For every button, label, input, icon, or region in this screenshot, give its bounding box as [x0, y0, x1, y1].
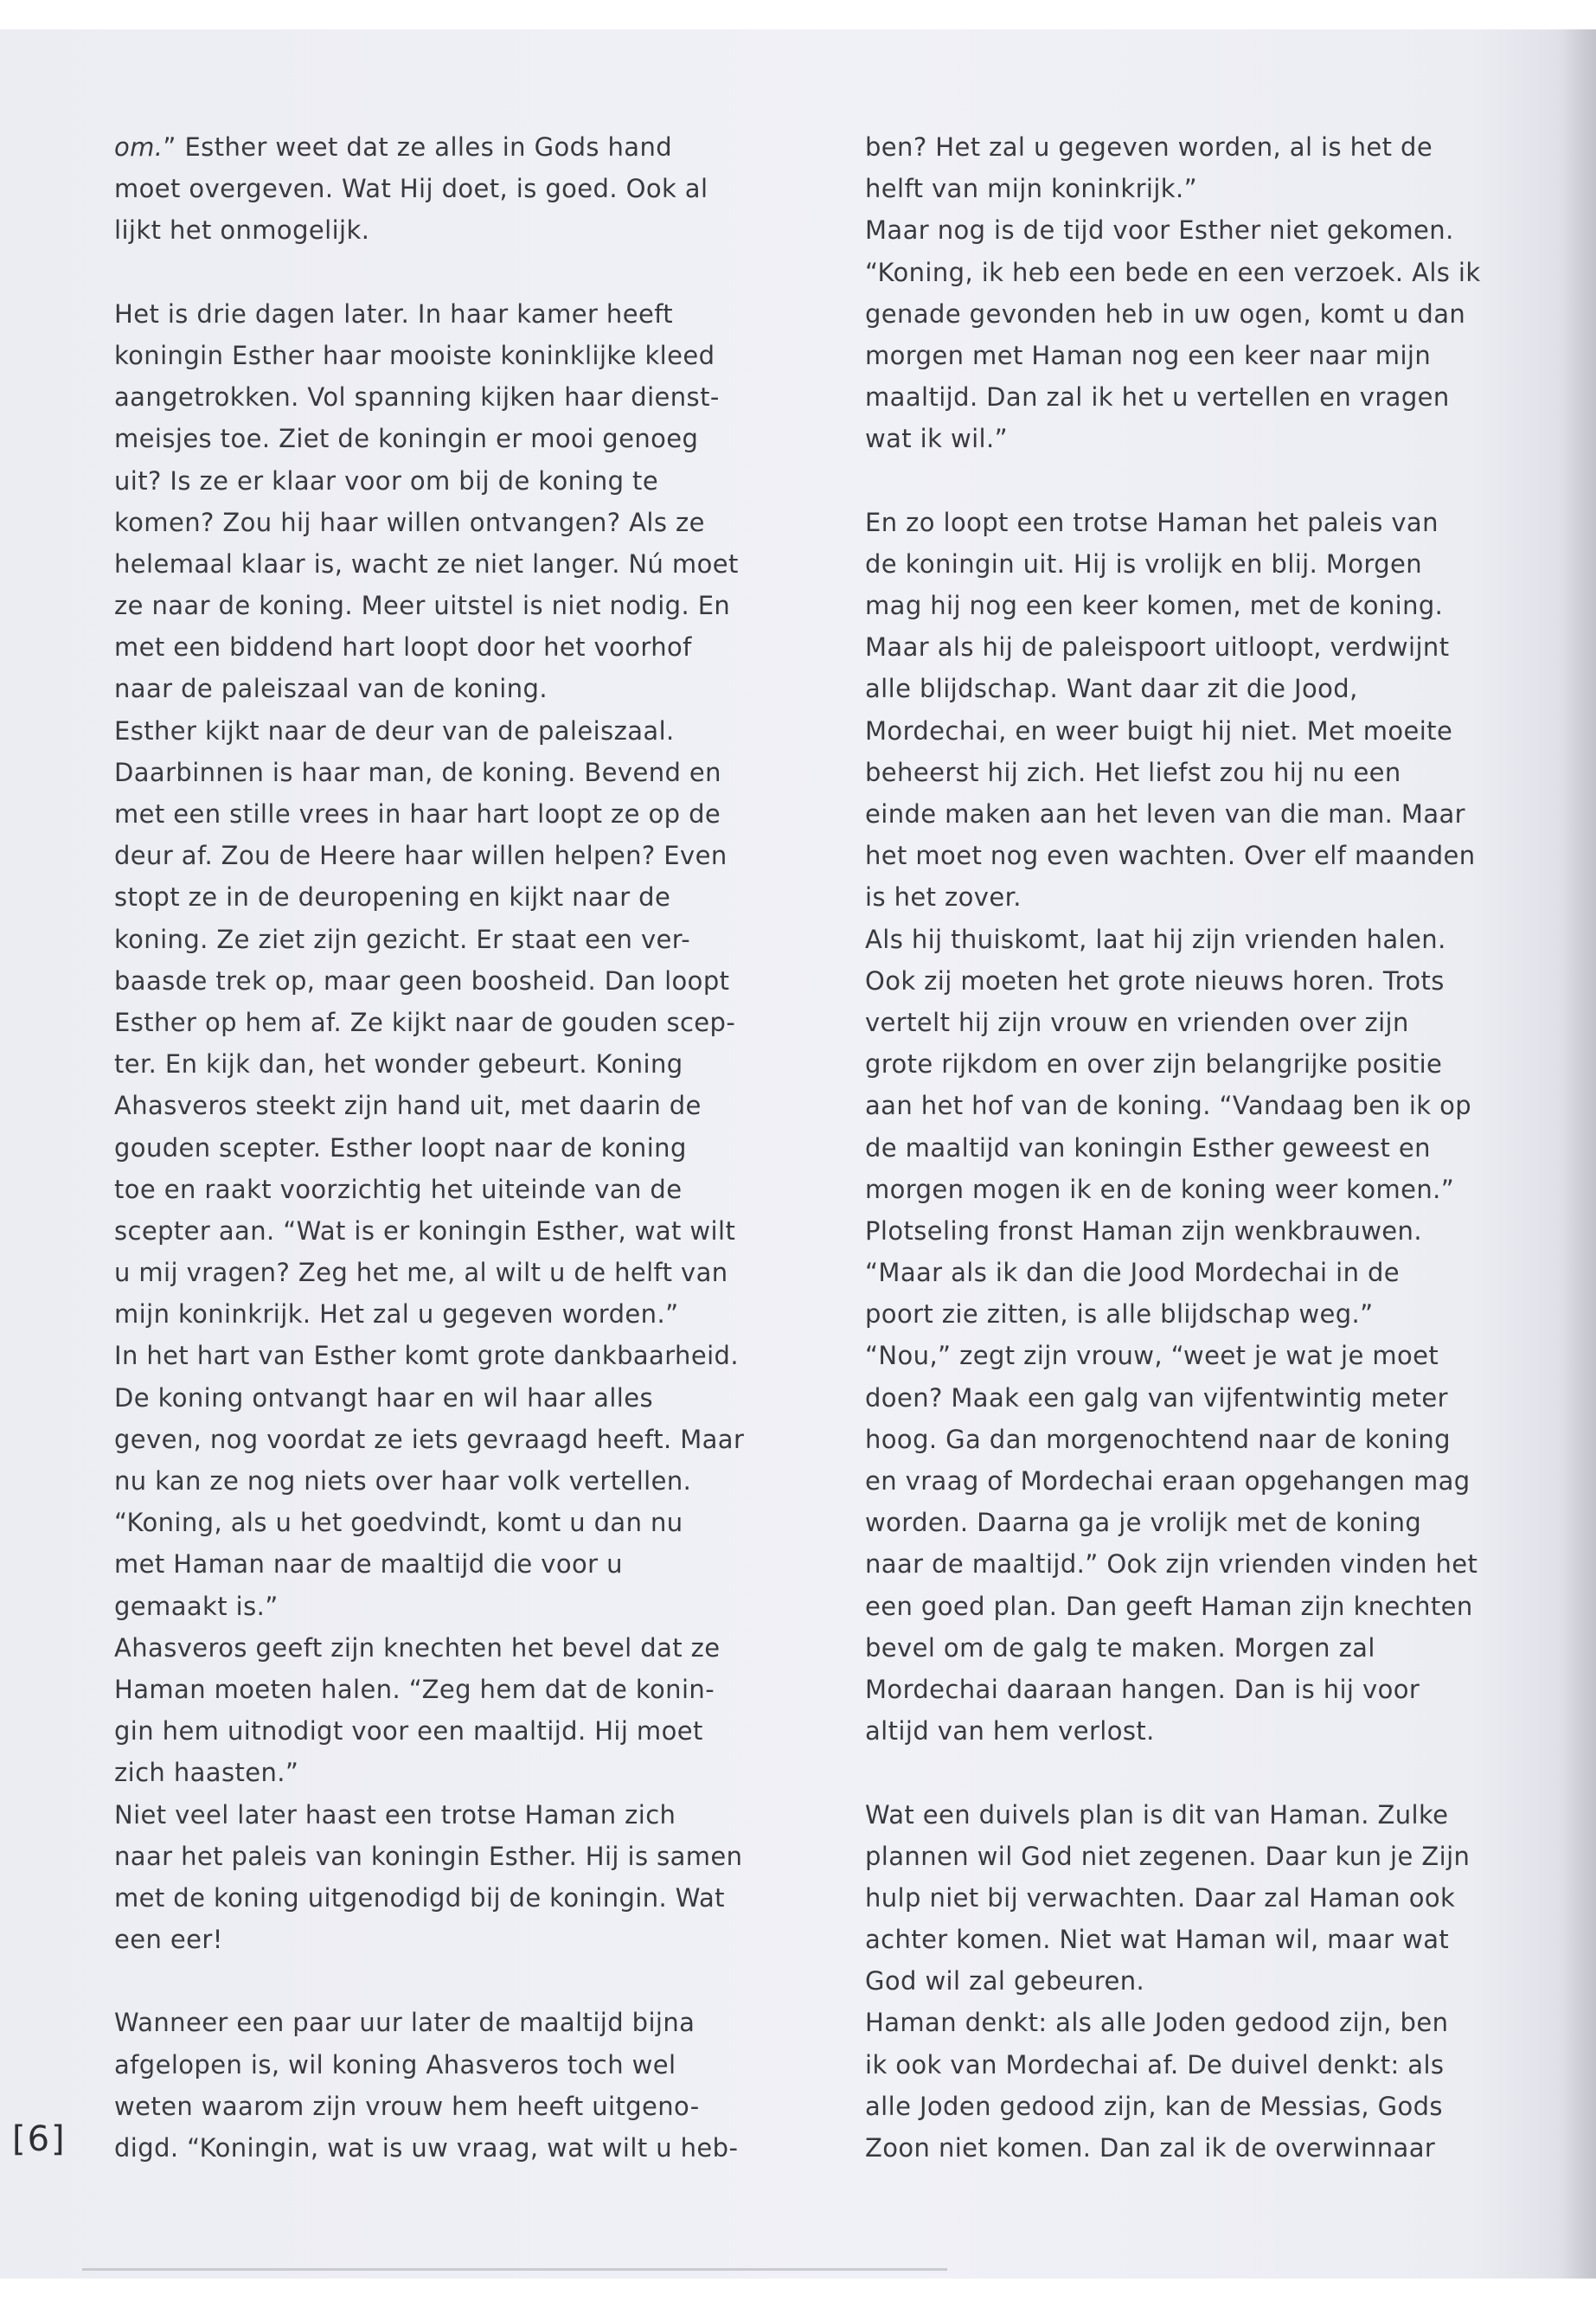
text-line: genade gevonden heb in uw ogen, komt u dan — [865, 298, 1466, 329]
text-line: Niet veel later haast een trotse Haman zich — [114, 1799, 676, 1830]
text-line: hoog. Ga dan morgenochtend naar de koning — [865, 1424, 1451, 1454]
text-line: het moet nog even wachten. Over elf maanden — [865, 841, 1476, 871]
text-line: Wanneer een paar uur later de maaltijd bijna — [114, 2008, 695, 2038]
text-line: en vraag of Mordechai eraan opgehangen mag — [865, 1466, 1471, 1496]
text-line: mijn koninkrijk. Het zal u gegeven worden.” — [114, 1299, 679, 1330]
text-line: koningin Esther haar mooiste koninklijke kleed — [114, 340, 715, 370]
text-line: Ook zij moeten het grote nieuws horen. Trots — [865, 965, 1445, 996]
text-line: helemaal klaar is, wacht ze niet langer. Nú moet — [114, 548, 739, 579]
text-line — [114, 252, 754, 293]
text-line: naar de paleiszaal van de koning. — [114, 674, 548, 704]
text-line: grote rijkdom en over zijn belangrijke positie — [865, 1049, 1443, 1080]
text-line: met een biddend hart loopt door het voorhof — [114, 632, 692, 663]
text-line: digd. “Koningin, wat is uw vraag, wat wilt u heb- — [114, 2133, 739, 2163]
text-line: gouden scepter. Esther loopt naar de koning — [114, 1132, 687, 1163]
text-line: meisjes toe. Ziet de koningin er mooi genoeg — [114, 424, 699, 454]
text-line: Ahasveros steekt zijn hand uit, met daarin de — [114, 1091, 702, 1121]
text-line: “Koning, ik heb een bede en een verzoek. Als ik — [865, 257, 1481, 287]
text-line: om.” Esther weet dat ze alles in Gods hand — [114, 132, 673, 162]
page-number: [6] — [12, 2119, 67, 2159]
text-line: Haman moeten halen. “Zeg hem dat de konin- — [114, 1674, 715, 1704]
text-line: doen? Maak een galg van vijfentwintig meter — [865, 1382, 1448, 1413]
text-line: afgelopen is, wil koning Ahasveros toch wel — [114, 2049, 676, 2080]
text-line: nu kan ze nog niets over haar volk vertellen. — [114, 1466, 692, 1496]
text-line: altijd van hem verlost. — [865, 1716, 1155, 1747]
text-line: naar de maaltijd.” Ook zijn vrienden vinden het — [865, 1549, 1478, 1580]
text-line: Esther op hem af. Ze kijkt naar de gouden scep- — [114, 1007, 736, 1037]
text-line: Esther kijkt naar de deur van de paleiszaal. — [114, 715, 675, 746]
text-line — [114, 1960, 754, 2002]
text-line: Zoon niet komen. Dan zal ik de overwinnaar — [865, 2133, 1436, 2163]
text-line: scepter aan. “Wat is er koningin Esther, wat wilt — [114, 1215, 736, 1246]
text-line: En zo loopt een trotse Haman het paleis van — [865, 507, 1439, 537]
text-line: De koning ontvangt haar en wil haar alles — [114, 1382, 653, 1413]
text-line: Plotseling fronst Haman zijn wenkbrauwen. — [865, 1215, 1422, 1246]
text-line: einde maken aan het leven van die man. Maar — [865, 799, 1465, 829]
text-line: ze naar de koning. Meer uitstel is niet nodig. En — [114, 591, 731, 621]
text-line: baasde trek op, maar geen boosheid. Dan loopt — [114, 965, 730, 996]
text-line: beheerst hij zich. Het liefst zou hij nu een — [865, 757, 1401, 787]
text-line: morgen mogen ik en de koning weer komen.” — [865, 1174, 1455, 1204]
text-line: aan het hof van de koning. “Vandaag ben ik op — [865, 1091, 1472, 1121]
text-line: morgen met Haman nog een keer naar mijn — [865, 340, 1432, 370]
text-line — [865, 1752, 1522, 1793]
text-line: de koningin uit. Hij is vrolijk en blij. Morgen — [865, 548, 1423, 579]
text-line: hulp niet bij verwachten. Daar zal Haman ook — [865, 1882, 1456, 1913]
text-line: Als hij thuiskomt, laat hij zijn vrienden halen. — [865, 924, 1446, 954]
text-line: komen? Zou hij haar willen ontvangen? Als ze — [114, 507, 705, 537]
book-page — [0, 29, 1596, 2279]
text-line: toe en raakt voorzichtig het uiteinde van de — [114, 1174, 683, 1204]
spine-shadow — [1561, 29, 1596, 2279]
text-line: Mordechai, en weer buigt hij niet. Met moeite — [865, 715, 1453, 746]
text-line: mag hij nog een keer komen, met de koning. — [865, 591, 1444, 621]
text-line: God wil zal gebeuren. — [865, 1966, 1145, 1997]
text-line: lijkt het onmogelijk. — [114, 215, 370, 246]
text-line: met Haman naar de maaltijd die voor u — [114, 1549, 623, 1580]
text-line: vertelt hij zijn vrouw en vrienden over zijn — [865, 1007, 1409, 1037]
text-line: Het is drie dagen later. In haar kamer heeft — [114, 298, 674, 329]
text-line: Haman denkt: als alle Joden gedood zijn, ben — [865, 2008, 1449, 2038]
bottom-rule — [82, 2268, 947, 2271]
text-line: wat ik wil.” — [865, 424, 1009, 454]
text-line: ben? Het zal u gegeven worden, al is het de — [865, 132, 1433, 162]
text-line: “Maar als ik dan die Jood Mordechai in de — [865, 1258, 1401, 1288]
text-line: ter. En kijk dan, het wonder gebeurt. Koning — [114, 1049, 683, 1080]
left-text-column — [114, 126, 754, 2169]
text-line: gemaakt is.” — [114, 1591, 279, 1621]
text-line: u mij vragen? Zeg het me, al wilt u de helft van — [114, 1258, 728, 1288]
text-line: “Nou,” zegt zijn vrouw, “weet je wat je moet — [865, 1341, 1439, 1371]
text-line: een eer! — [114, 1925, 223, 1955]
text-line: Ahasveros geeft zijn knechten het bevel dat ze — [114, 1632, 721, 1663]
text-line: de maaltijd van koningin Esther geweest en — [865, 1132, 1431, 1163]
text-line: plannen wil God niet zegenen. Daar kun je Zijn — [865, 1841, 1471, 1871]
text-line: maaltijd. Dan zal ik het u vertellen en vragen — [865, 382, 1450, 413]
text-line: een goed plan. Dan geeft Haman zijn knechten — [865, 1591, 1473, 1621]
text-line: koning. Ze ziet zijn gezicht. Er staat een ver- — [114, 924, 691, 954]
text-line: In het hart van Esther komt grote dankbaarheid. — [114, 1341, 739, 1371]
text-line: met een stille vrees in haar hart loopt ze op de — [114, 799, 721, 829]
text-line: Mordechai daaraan hangen. Dan is hij voor — [865, 1674, 1420, 1704]
text-line: alle blijdschap. Want daar zit die Jood, — [865, 674, 1358, 704]
text-line: weten waarom zijn vrouw hem heeft uitgeno- — [114, 2091, 700, 2121]
text-line: gin hem uitnodigt voor een maaltijd. Hij moet — [114, 1716, 703, 1747]
text-line: naar het paleis van koningin Esther. Hij is samen — [114, 1841, 743, 1871]
text-line: uit? Is ze er klaar voor om bij de koning te — [114, 465, 659, 496]
text-line: geven, nog voordat ze iets gevraagd heeft. Maar — [114, 1424, 745, 1454]
right-text-column — [865, 126, 1522, 2169]
text-line: deur af. Zou de Heere haar willen helpen? Even — [114, 841, 727, 871]
text-line: poort zie zitten, is alle blijdschap weg.” — [865, 1299, 1374, 1330]
text-line: Maar als hij de paleispoort uitloopt, verdwijnt — [865, 632, 1450, 663]
text-line: Wat een duivels plan is dit van Haman. Zulke — [865, 1799, 1449, 1830]
text-line: alle Joden gedood zijn, kan de Messias, Gods — [865, 2091, 1443, 2121]
text-line: “Koning, als u het goedvindt, komt u dan nu — [114, 1508, 683, 1538]
text-line: worden. Daarna ga je vrolijk met de koning — [865, 1508, 1422, 1538]
text-line: ik ook van Mordechai af. De duivel denkt: als — [865, 2049, 1445, 2080]
text-line: met de koning uitgenodigd bij de koningin. Wat — [114, 1882, 725, 1913]
text-line: achter komen. Niet wat Haman wil, maar wat — [865, 1925, 1450, 1955]
text-line: Daarbinnen is haar man, de koning. Bevend en — [114, 757, 721, 787]
text-line: Maar nog is de tijd voor Esther niet gekomen. — [865, 215, 1454, 246]
text-line: helft van mijn koninkrijk.” — [865, 174, 1198, 204]
text-line — [865, 460, 1522, 502]
text-line: stopt ze in de deuropening en kijkt naar de — [114, 882, 671, 913]
text-line: zich haasten.” — [114, 1758, 299, 1788]
text-line: is het zover. — [865, 882, 1022, 913]
text-line: moet overgeven. Wat Hij doet, is goed. Ook al — [114, 174, 708, 204]
text-line: bevel om de galg te maken. Morgen zal — [865, 1632, 1375, 1663]
text-line: aangetrokken. Vol spanning kijken haar dienst- — [114, 382, 720, 413]
